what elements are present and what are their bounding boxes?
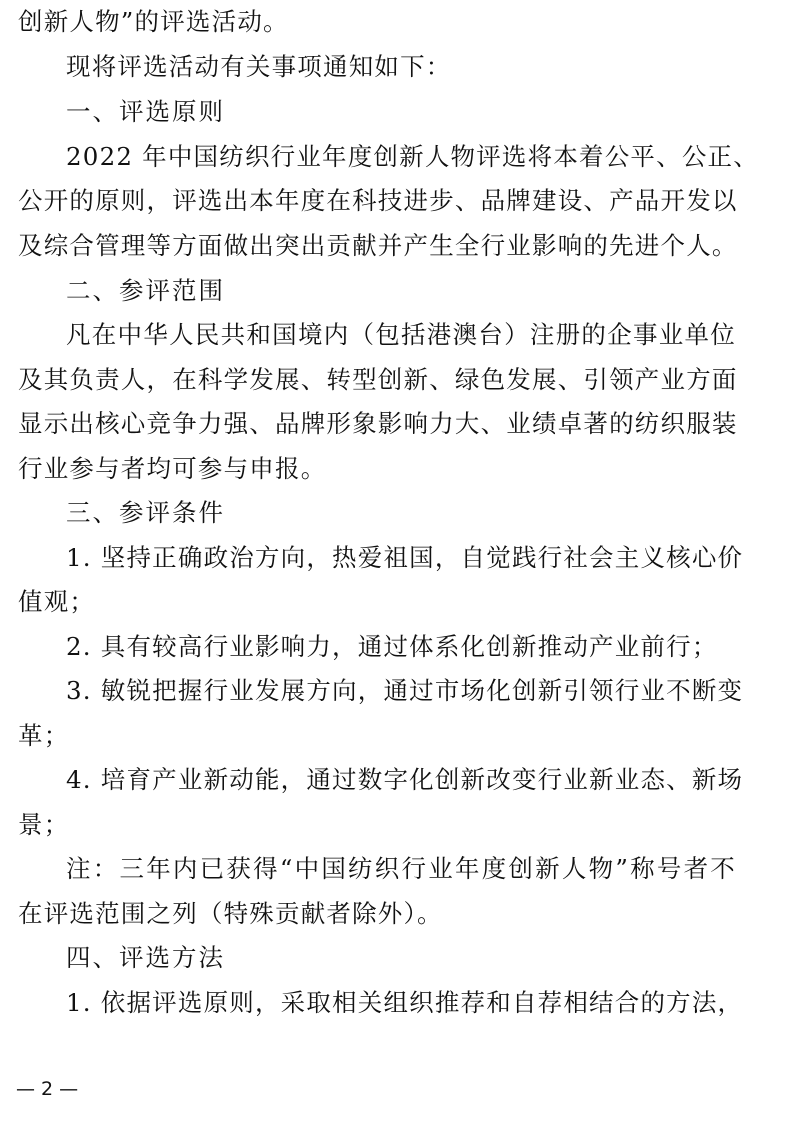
section-heading-conditions: 三、参评条件: [66, 498, 225, 527]
list-item-line: 1. 坚持正确政治方向，热爱祖国，自觉践行社会主义核心价: [66, 543, 744, 572]
list-item-line: 4. 培育产业新动能，通过数字化创新改变行业新业态、新场: [66, 765, 744, 794]
paragraph-line: 及其负责人，在科学发展、转型创新、绿色发展、引领产业方面: [18, 365, 738, 394]
list-item-line: 值观；: [18, 587, 96, 616]
section-heading-method: 四、评选方法: [66, 943, 225, 972]
page-number: — 2 —: [16, 1078, 79, 1100]
list-item-line: 革；: [18, 721, 70, 750]
paragraph-line: 及综合管理等方面做出突出贡献并产生全行业影响的先进个人。: [18, 231, 738, 260]
list-item-line: 景；: [18, 810, 70, 839]
list-item-line: 3. 敏锐把握行业发展方向，通过市场化创新引领行业不断变: [66, 676, 744, 705]
paragraph-line: 公开的原则，评选出本年度在科技进步、品牌建设、产品开发以: [18, 186, 738, 215]
paragraph-line: 凡在中华人民共和国境内（包括港澳台）注册的企事业单位: [66, 320, 736, 349]
section-heading-principles: 一、评选原则: [66, 97, 225, 126]
list-item-line: 2. 具有较高行业影响力，通过体系化创新推动产业前行；: [66, 632, 718, 661]
paragraph-line: 现将评选活动有关事项通知如下：: [66, 52, 452, 81]
list-item-line: 1. 依据评选原则，采取相关组织推荐和自荐相结合的方法，: [66, 988, 744, 1017]
section-heading-scope: 二、参评范围: [66, 276, 225, 305]
paragraph-line: 行业参与者均可参与申报。: [18, 454, 327, 483]
paragraph-line: 显示出核心竞争力强、品牌形象影响力大、业绩卓著的纺织服装: [18, 409, 738, 438]
paragraph-line: 2022 年中国纺织行业年度创新人物评选将本着公平、公正、: [66, 142, 759, 171]
note-line: 在评选范围之列（特殊贡献者除外）。: [18, 899, 443, 928]
paragraph-line: 创新人物”的评选活动。: [18, 7, 289, 36]
note-line: 注：三年内已获得“中国纺织行业年度创新人物”称号者不: [66, 854, 736, 883]
